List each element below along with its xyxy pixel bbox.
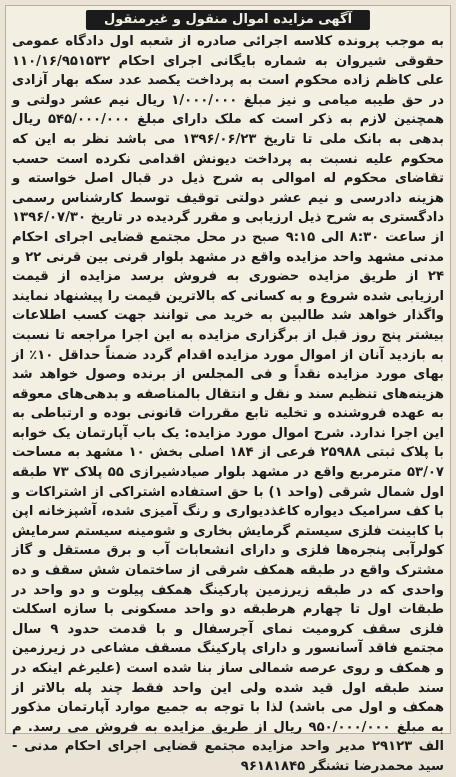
- notice-title: آگهی مزایده اموال منقول و غیرمنقول: [86, 10, 370, 30]
- newspaper-clipping: [5, 5, 451, 774]
- notice-body: [12, 32, 445, 774]
- notice-body-text: به موجب پرونده کلاسه اجرائی صادره از شعبه اول دادگاه عمومی حقوقی شیروان به شماره بایگانی اجرای احکام ۱۱۰/۱۶/۹۵۱۵۳۲ علی کاظم زاده محکوم است به پرداخت یکصد عدد سکه بهار آزادی در حق طیبه میامی و نیز مبلغ ۱/۰۰۰/۰۰۰ ریال نیم عشر دولتی و همچنین لازم به ذکر است که ملک دارای مبلغ ۵۴۵/۰۰۰/۰۰۰ ریال بدهی به بانک ملی تا تاریخ ۱۳۹۶/۰۶/۲۳ می باشد نظر به این که محکوم علیه نسبت به پرداخت دیونش اقدامی نکرده است حسب تقاضای محکوم له اموالی به شرح ذیل در قبال اصل خواسته و هزینه دادرسی و نیم عشر دولتی توقیف توسط کارشناس رسمی دادگستری به شرح ذیل ارزیابی و مقرر گردیده در تاریخ ۱۳۹۶/۰۷/۳۰ از ساعت ۸:۳۰ الی ۹:۱۵ صبح در محل مجتمع قضایی اجرای احکام مدنی مشهد واحد مزایده واقع در مشهد بلوار قرنی بین قرنی ۲۲ و ۲۴ از طریق مزایده حضوری به فروش برسد مزایده از قیمت ارزیابی شده شروع و به کسانی که بالاترین قیمت را پیشنهاد نمایند واگذار خواهد شد طالبین به خرید می توانند جهت کسب اطلاعات بیشتر پنج روز قبل از برگزاری مزایده به این اجرا مراجعه تا نسبت به بازدید آنان از اموال مورد مزایده اقدام گردد ضمناً حداقل ۱۰٪ از بهای مورد مزایده نقداً و فی المجلس از برنده وصول خواهد شد هزینه‌های تنظیم سند و نقل و انتقال بالمناصفه و بدهی‌های معوقه به عهده فروشنده و تخلیه تابع مقررات قانونی بوده و ارتباطی به این اجرا ندارد. شرح اموال مورد مزایده: یک باب آپارتمان یک خوابه با پلاک ثبتی ۲۵۹۸۸ فرعی از ۱۸۴ اصلی بخش ۱۰ مشهد به مساحت ۵۳/۰۷ مترمربع واقع در مشهد بلوار صیادشیرازی ۵۵ پلاک ۷۳ طبقه اول شمال شرقی (واحد ۱) با حق استفاده اشتراکی از اشتراکات و با کف سرامیک دیواره کاغذدیواری و رنگ آمیزی شده، آشپزخانه اپن با کابینت فلزی سیستم گرمایش بخاری و شومینه سیستم سرمایش کولرآبی پنجره‌ها فلزی و دارای انشعابات آب و برق مستقل و گاز مشترک واقع در طبقه همکف شرقی از ساختمان شش سقف و ده واحدی که در طبقه زیرزمین پارکینگ همکف پیلوت و دو واحد در طبقات اول تا چهارم هرطبقه دو واحد مسکونی با سازه اسکلت فلزی سقف کرومیت نمای آجرسفال و با قدمت حدود ۹ سال مجتمع فاقد آسانسور و دارای پارکینگ مسقف مشاعی در زیرزمین و همکف و روی عرصه شمالی ساز بنا شده است (علیرغم اینکه در سند طبقه اول قید شده ولی این واحد فقط چند پله بالاتر از همکف و اول می باشد) لذا با توجه به جمیع موارد آپارتمان مذکور به مبلغ ۹۵۰/۰۰۰/۰۰۰ ریال از طریق مزایده به فروش می رسد. م الف ۲۹۱۲۳ مدیر واحد مزایده مجتمع قضایی اجرای احکام مدنی - سید محمدرضا تشنگر ۹۶۱۸۱۸۴۵: [12, 34, 445, 774]
